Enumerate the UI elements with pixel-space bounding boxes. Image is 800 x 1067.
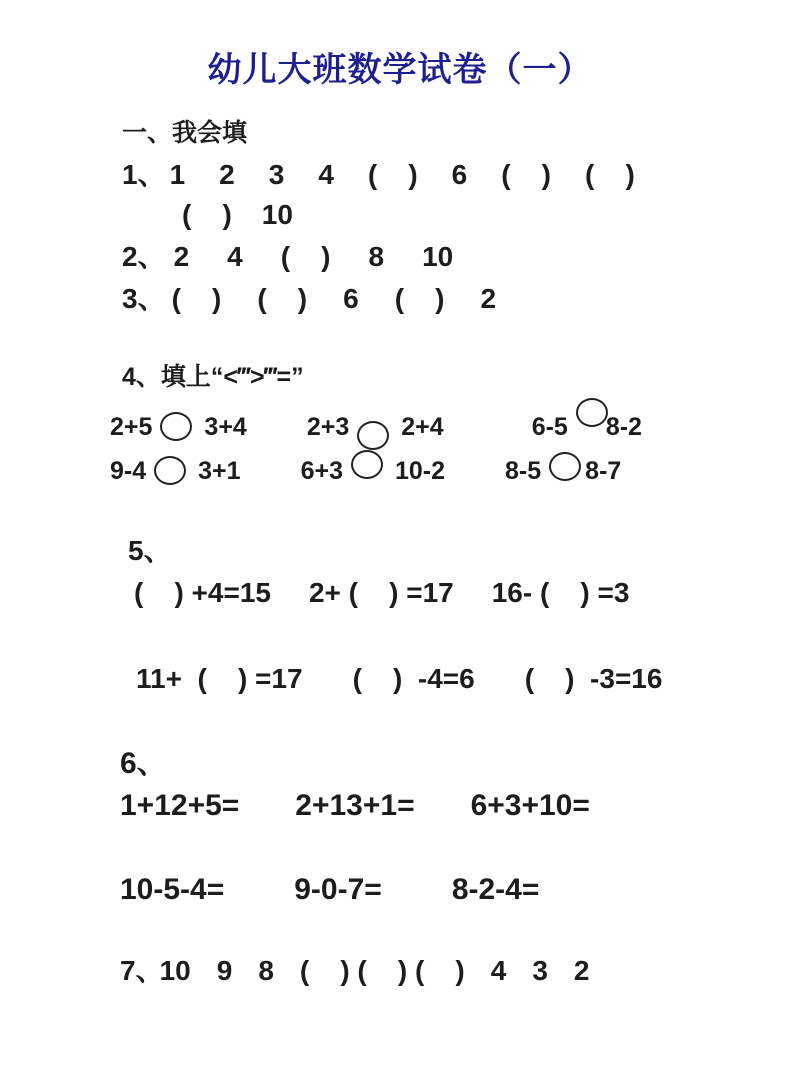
seq-token: 6 (451, 159, 468, 190)
seq-token: 4 (318, 159, 334, 190)
expression-left: 6-5 (531, 413, 568, 441)
q1-number: 1、 (122, 159, 166, 190)
q6-number: 6、 (120, 747, 167, 780)
comparison-item (110, 454, 241, 488)
section-1-header: 一、我会填 (122, 119, 248, 147)
seq-token: 6 (343, 283, 359, 314)
equation-with-blank: 16- ( ) =3 (491, 577, 630, 608)
equation: 10-5-4= (120, 873, 225, 906)
blank-parens: ( ) (171, 283, 222, 314)
expression-right: 3+4 (204, 413, 247, 441)
expression-right: 3+1 (198, 457, 241, 485)
equation: 8-2-4= (451, 873, 540, 906)
seq-token: 10 (261, 199, 293, 230)
equation-with-blank: 2+ ( ) =17 (308, 577, 454, 608)
q2-line (122, 240, 800, 274)
expression-right: 10-2 (394, 457, 446, 485)
answer-circle (549, 452, 581, 481)
answer-circle (357, 421, 389, 450)
q5-row2 (136, 662, 800, 696)
blank-parens: ( ) (367, 159, 418, 190)
equation-with-blank: 11+ ( ) =17 (136, 663, 303, 694)
seq-token: 3 (268, 159, 285, 190)
seq-token: 2 (219, 159, 235, 190)
equation: 9-0-7= (294, 873, 382, 906)
seq-token: 8 (368, 241, 385, 272)
expression-right: 8-2 (605, 413, 642, 441)
comparison-item (532, 410, 642, 444)
q7-number: 7、 (120, 955, 164, 986)
expression-left: 9-4 (110, 457, 147, 485)
equation-with-blank: ( ) -3=16 (524, 663, 663, 694)
q3-number: 3、 (122, 283, 166, 314)
q5-number: 5、 (128, 535, 172, 566)
seq-token: 10 (159, 955, 191, 986)
expression-left: 8-5 (505, 457, 542, 485)
seq-token: 9 (216, 955, 233, 986)
blank-parens: ( ) (501, 159, 551, 190)
answer-circle (576, 398, 608, 427)
q1-line1 (122, 158, 800, 192)
expression-right: 2+4 (401, 413, 444, 441)
equation: 6+3+10= (470, 789, 590, 822)
q6-row1 (120, 788, 800, 824)
comparison-item (301, 454, 445, 488)
seq-token: 10 (422, 241, 454, 272)
page-title: 幼儿大班数学试卷（一） (207, 51, 593, 89)
blank-parens: ( ) (257, 283, 308, 314)
q3-line (122, 282, 800, 316)
equation-with-blank: ( ) +4=15 (134, 577, 271, 608)
blank-parens: ( ) ( ) ( ) (299, 955, 465, 986)
seq-token: 4 (490, 955, 507, 986)
q7-line (120, 954, 800, 988)
seq-token: 2 (480, 283, 497, 314)
q4-header: 4、填上“<‴>‴=” (122, 363, 304, 391)
answer-circle (160, 412, 192, 441)
equation: 1+12+5= (120, 789, 240, 822)
seq-token: 3 (532, 955, 548, 986)
seq-token: 4 (227, 241, 243, 272)
comparison-item (307, 410, 444, 444)
comparison-item (110, 410, 247, 444)
q6-row2 (120, 872, 800, 908)
seq-token: 2 (573, 955, 590, 986)
q2-number: 2、 (122, 241, 166, 272)
seq-token: 8 (258, 955, 274, 986)
blank-parens: ( ) (280, 241, 331, 272)
blank-parens: ( ) (585, 159, 635, 190)
q5-row1 (134, 576, 800, 610)
q1-line2 (182, 198, 800, 232)
q4-row2 (110, 450, 800, 492)
answer-circle (351, 450, 383, 479)
comparison-item (505, 454, 621, 488)
equation-with-blank: ( ) -4=6 (352, 663, 475, 694)
expression-right: 8-7 (585, 457, 622, 485)
expression-left: 6+3 (300, 457, 343, 485)
blank-parens: ( ) (394, 283, 445, 314)
expression-left: 2+5 (110, 413, 153, 441)
q4-row1 (110, 406, 800, 448)
seq-token: 2 (173, 241, 190, 272)
expression-left: 2+3 (306, 413, 350, 441)
seq-token: 1 (169, 159, 186, 190)
answer-circle (154, 456, 186, 485)
blank-parens: ( ) (182, 199, 232, 230)
equation: 2+13+1= (295, 789, 415, 822)
